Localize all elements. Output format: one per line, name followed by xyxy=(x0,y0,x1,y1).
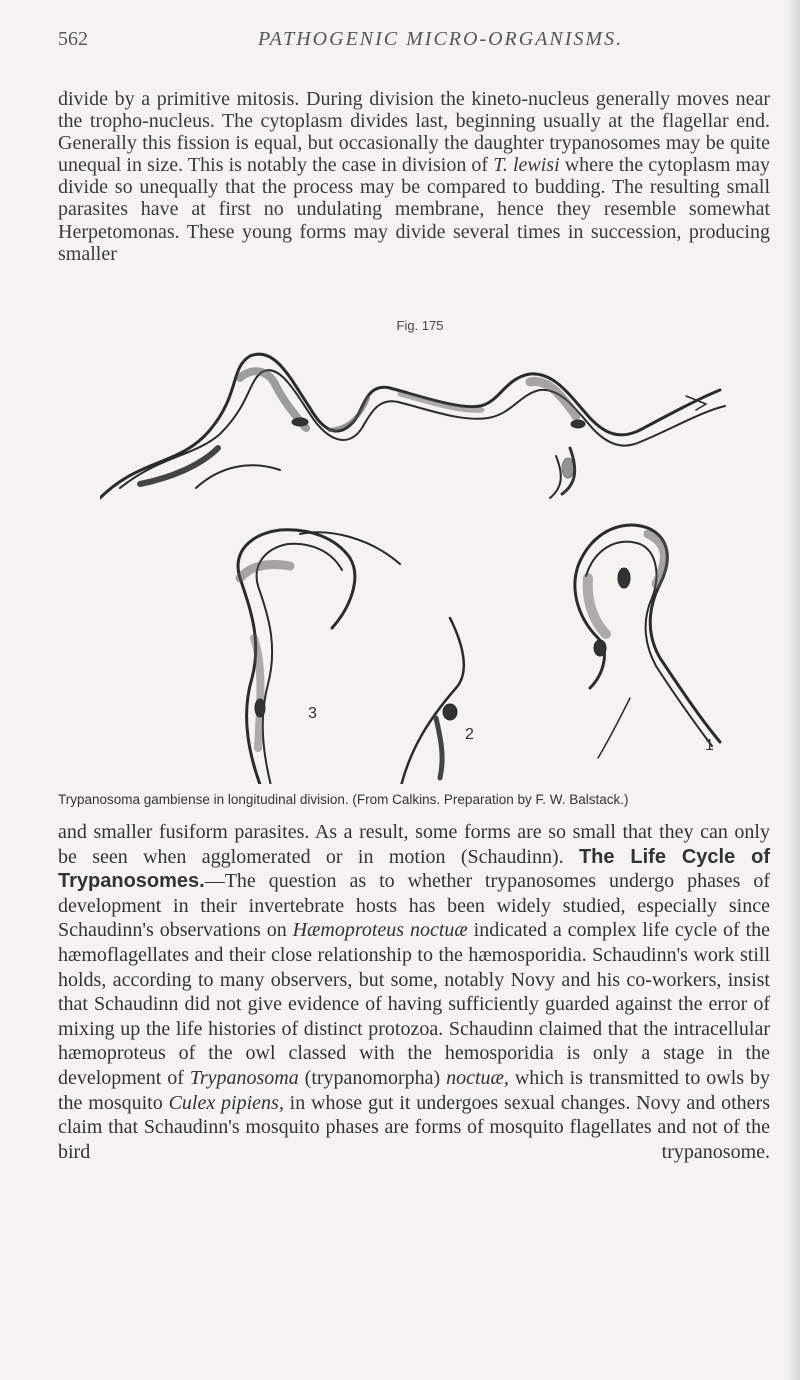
paragraph-life-cycle xyxy=(58,820,770,1164)
trypanosome-2 xyxy=(400,618,464,784)
page-number: 562 xyxy=(58,28,88,50)
nucleus-1-a xyxy=(618,568,630,588)
page-edge-shadow xyxy=(786,0,800,1380)
paragraph-text: indicated a complex life cycle of the hæmoflagellates and their close relationship to the hæmosporidia. Schaudinn's work still holds, according to many observers, but some, notably Novy and his co-workers, insist that Schaudinn did not give evidence of having sufficiently guarded against the error of mixing up the life histories of distinct protozoa. Schaudinn claimed that the intracellular hæmoproteus of the owl classed with the hemosporidia is only a stage in the development of xyxy=(58,919,770,1089)
nucleus-2 xyxy=(443,704,457,720)
paragraph-division xyxy=(58,88,770,265)
species-name: Hæmoproteus noctuæ xyxy=(292,919,468,942)
nucleus-top-left xyxy=(292,418,308,426)
species-name: noctuæ, xyxy=(446,1066,509,1089)
trypanosome-top xyxy=(100,354,720,498)
paragraph-text: divide by a primitive mitosis. During division the kineto-nucleus generally moves near the tropho-nucleus. The cytoplasm divides last, beginning usually at the flagellar end. Generally this fission is equal, but occasionally the daughter trypanosomes may be quite unequal in size. This is notably the case in division of xyxy=(58,88,770,177)
paragraph-text: which is transmitted to owls by the mosquito xyxy=(58,1066,770,1114)
figure-marker-2: 2 xyxy=(465,726,474,743)
figure-caption: Trypanosoma gambiense in longitudinal division. (From Calkins. Preparation by F. W. Balstack.) xyxy=(58,792,629,807)
paragraph-text: where the cytoplasm may divide so unequally that the process may be compared to budding. The resulting small parasites have at first no undulating membrane, hence they resemble somewhat Herpetomonas. These young forms may divide several times in succession, producing smaller xyxy=(58,154,770,265)
figure-marker-3: 3 xyxy=(308,705,317,722)
nucleus-1-b xyxy=(594,640,606,656)
paragraph-text: —The question as to whether trypanosomes undergo phases of development in their invertebrate hosts has been widely studied, especially since Schaudinn's observations on xyxy=(58,870,770,942)
nucleus-3 xyxy=(255,699,265,717)
paragraph-text: and smaller fusiform parasites. As a result, some forms are so small that they can only be seen when agglomerated or in motion (Schaudinn). xyxy=(58,821,770,868)
figure-marker-1: 1 xyxy=(705,737,714,754)
running-head: PATHOGENIC MICRO-ORGANISMS. xyxy=(258,28,624,50)
figure-illustration xyxy=(100,338,740,784)
figure-label: Fig. 175 xyxy=(396,318,444,333)
page-header xyxy=(58,28,758,54)
species-name: T. lewisi xyxy=(493,154,560,177)
section-heading: The Life Cycle of Trypanosomes. xyxy=(58,845,771,893)
trypanosome-1 xyxy=(575,525,720,742)
paragraph-text: in whose gut it undergoes sexual changes. Novy and others claim that Schaudinn's mosquito phases are forms of mosquito flagellates and not of the bird trypanosome. xyxy=(58,1091,771,1163)
species-name: Culex pipiens, xyxy=(168,1091,284,1114)
nucleus-top-right xyxy=(571,420,585,428)
species-name: Trypanosoma xyxy=(189,1066,299,1089)
paragraph-text: (trypanomorpha) xyxy=(298,1066,447,1089)
